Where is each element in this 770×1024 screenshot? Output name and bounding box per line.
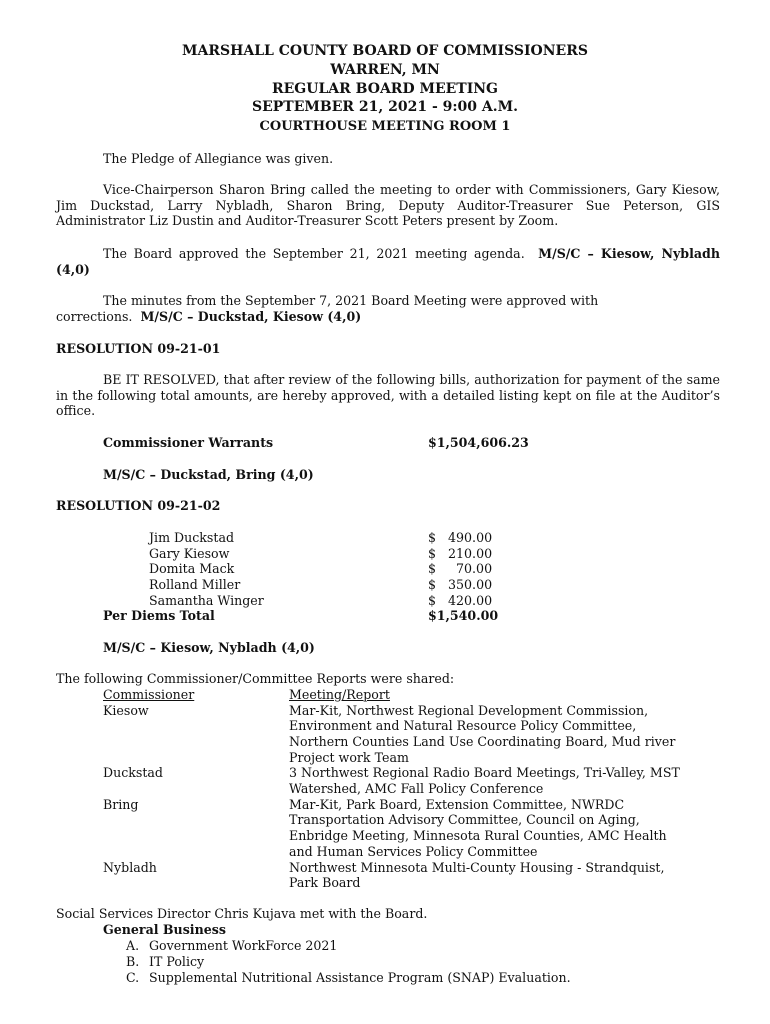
per-diem-name: Jim Duckstad	[149, 530, 235, 545]
report-line: Transportation Advisory Committee, Council on Aging,	[289, 812, 640, 827]
agenda-motion: M/S/C – Kiesow, Nybladh (4,0)	[56, 246, 720, 277]
reports-intro: The following Commissioner/Committee Reports were shared:	[56, 671, 455, 686]
list-item: IT Policy	[149, 954, 205, 969]
list-item-letter: A.	[126, 938, 140, 953]
per-diem-name: Rolland Miller	[149, 577, 241, 592]
resolution-2-motion: M/S/C – Kiesow, Nybladh (4,0)	[103, 640, 315, 655]
resolution-2-heading: RESOLUTION 09-21-02	[56, 498, 221, 513]
report-line: Northern Counties Land Use Coordinating Board, Mud river	[289, 734, 676, 749]
report-commissioner: Kiesow	[103, 703, 149, 718]
social-services-intro: Social Services Director Chris Kujava met with the Board.	[56, 906, 428, 921]
resolution-1-heading: RESOLUTION 09-21-01	[56, 341, 221, 356]
report-line: Mar-Kit, Park Board, Extension Committee, NWRDC	[289, 797, 625, 812]
report-line: and Human Services Policy Committee	[289, 844, 538, 859]
title-room: COURTHOUSE MEETING ROOM 1	[259, 119, 511, 134]
report-line: Project work Team	[289, 750, 409, 765]
list-item-letter: B.	[126, 954, 140, 969]
report-commissioner: Bring	[103, 797, 139, 812]
per-diem-name: Domita Mack	[149, 561, 235, 576]
warrants-amount: $1,504,606.23	[428, 435, 529, 450]
report-line: Park Board	[289, 875, 361, 890]
list-item: Supplemental Nutritional Assistance Program (SNAP) Evaluation.	[149, 970, 571, 985]
per-diem-name: Samantha Winger	[149, 593, 264, 608]
minutes-motion: M/S/C – Duckstad, Kiesow (4,0)	[140, 308, 362, 324]
per-diem-amount: $ 350.00	[428, 577, 493, 592]
report-line: Mar-Kit, Northwest Regional Development Commission,	[289, 703, 649, 718]
title-date: SEPTEMBER 21, 2021 - 9:00 A.M.	[251, 99, 519, 115]
agenda-text: The Board approved the September 21, 2021 meeting agenda.	[103, 246, 525, 261]
per-diem-amount: $ 490.00	[428, 530, 493, 545]
report-line: Northwest Minnesota Multi-County Housing - Strandquist,	[289, 860, 665, 875]
report-line: Environment and Natural Resource Policy Committee,	[289, 718, 637, 733]
minutes-text: The minutes from the September 7, 2021 Board Meeting were approved with corrections.	[56, 293, 599, 324]
title-board: MARSHALL COUNTY BOARD OF COMMISSIONERS	[182, 43, 588, 59]
warrants-label: Commissioner Warrants	[103, 435, 274, 450]
list-item: Government WorkForce 2021	[149, 938, 338, 953]
resolution-1-motion: M/S/C – Duckstad, Bring (4,0)	[103, 467, 314, 482]
column-header-meeting-report: Meeting/Report	[289, 687, 390, 702]
per-diems-total-amount: $1,540.00	[428, 608, 499, 623]
call-to-order-paragraph: Vice-Chairperson Sharon Bring called the meeting to order with Commissioners, Gary Kiesow, Jim Duckstad, Larry Nybladh, Sharon Bring, Deputy Auditor-Treasurer Sue Peterson, GIS Administrator Liz Dustin and Auditor-Treasurer Scott Peters present by Zoom.	[56, 182, 720, 229]
report-line: 3 Northwest Regional Radio Board Meetings, Tri-Valley, MST	[289, 765, 680, 780]
per-diem-amount: $ 420.00	[428, 593, 493, 608]
per-diem-amount: $ 70.00	[428, 561, 493, 576]
title-meeting-type: REGULAR BOARD MEETING	[271, 81, 499, 97]
minutes-paragraph	[56, 293, 656, 324]
pledge-paragraph: The Pledge of Allegiance was given.	[103, 151, 334, 166]
agenda-paragraph	[56, 246, 720, 277]
list-item-letter: C.	[126, 970, 140, 985]
report-line: Enbridge Meeting, Minnesota Rural Counties, AMC Health	[289, 828, 667, 843]
report-commissioner: Nybladh	[103, 860, 157, 875]
report-line: Watershed, AMC Fall Policy Conference	[289, 781, 544, 796]
title-location: WARREN, MN	[330, 62, 440, 78]
per-diem-name: Gary Kiesow	[149, 546, 230, 561]
general-business-heading: General Business	[103, 922, 226, 937]
per-diem-amount: $ 210.00	[428, 546, 493, 561]
per-diems-total-label: Per Diems Total	[103, 608, 215, 623]
column-header-commissioner: Commissioner	[103, 687, 195, 702]
report-commissioner: Duckstad	[103, 765, 163, 780]
resolution-1-text: BE IT RESOLVED, that after review of the following bills, authorization for payment of the same in the following total amounts, are hereby approved, with a detailed listing kept on file at the Auditor’s office.	[56, 372, 720, 419]
